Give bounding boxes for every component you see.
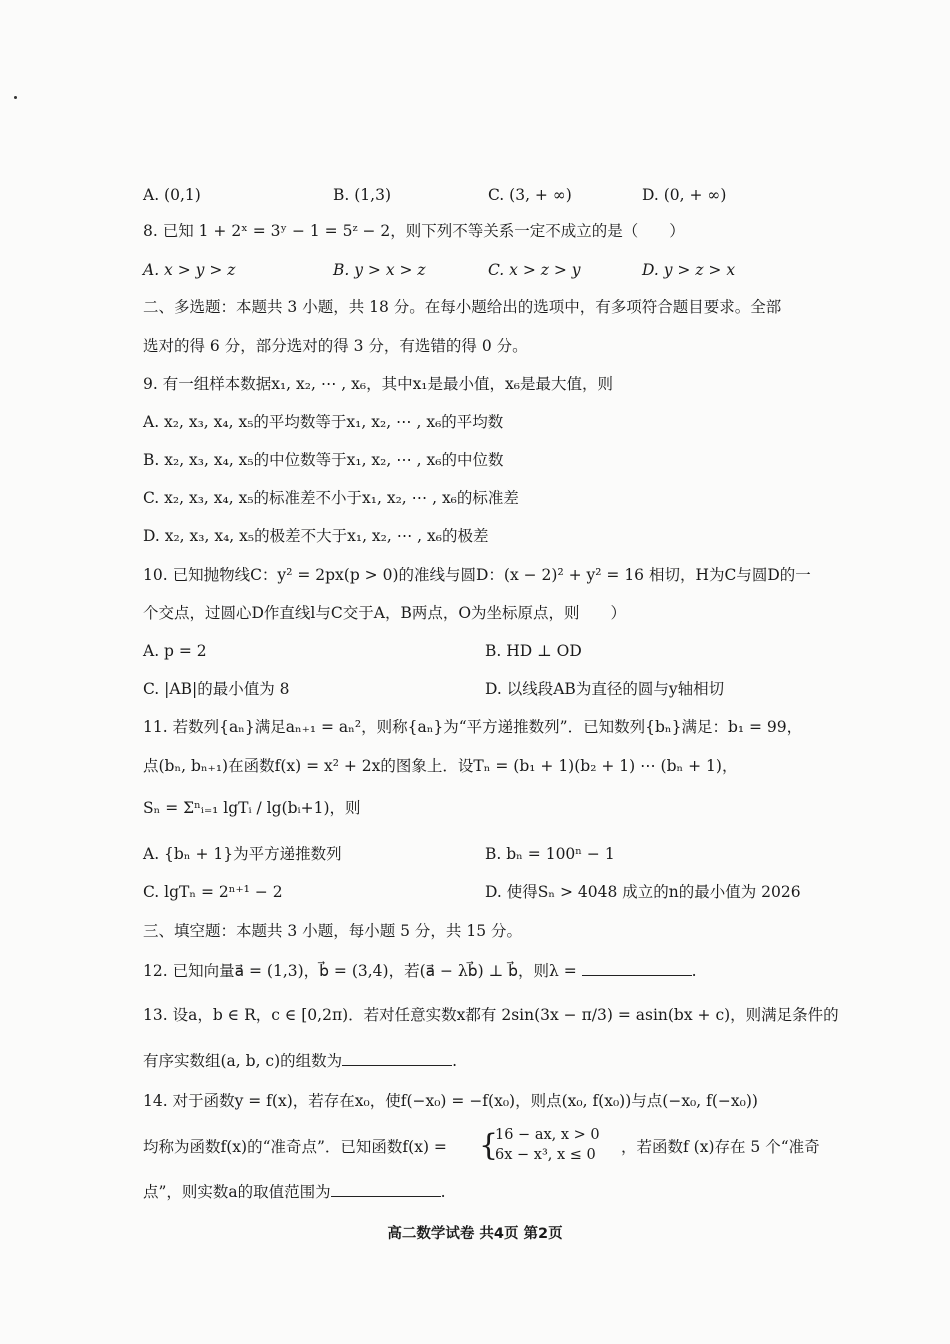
q7-option-d: D. (0, + ∞) bbox=[642, 186, 727, 204]
q8-option-b: B. y > x > z bbox=[333, 261, 426, 279]
q14-stem-line3: 点”，则实数a的取值范围为 . bbox=[143, 1183, 446, 1201]
q7-option-a: A. (0,1) bbox=[143, 186, 201, 204]
q14-text-b: ，若函数f (x)存在 5 个“准奇 bbox=[621, 1138, 820, 1156]
scan-speck bbox=[14, 96, 17, 99]
q11-stem-line2: 点(bₙ, bₙ₊₁)在函数f(x) = x² + 2x的图象上．设Tₙ = (b₁ + 1)(b₂ + 1) ⋯ (bₙ + 1)， bbox=[143, 757, 738, 775]
q12-text: 12. 已知向量a⃗ = (1,3)，b⃗ = (3,4)，若(a⃗ − λb⃗) ⊥ b⃗，则λ = bbox=[143, 962, 582, 980]
section3-heading: 三、填空题：本题共 3 小题，每小题 5 分，共 15 分。 bbox=[143, 922, 523, 940]
q10-option-d: D. 以线段AB为直径的圆与y轴相切 bbox=[485, 680, 725, 698]
q10-option-b: B. HD ⊥ OD bbox=[485, 642, 582, 660]
q14-text: 点”，则实数a的取值范围为 bbox=[143, 1183, 331, 1201]
q10-option-c: C. |AB|的最小值为 8 bbox=[143, 680, 290, 698]
q9-stem: 9. 有一组样本数据x₁, x₂, ⋯ , x₆，其中x₁是最小值，x₆是最大值，则 bbox=[143, 375, 613, 393]
q11-stem-line1: 11. 若数列{aₙ}满足aₙ₊₁ = aₙ²，则称{aₙ}为“平方递推数列”．已知数列{bₙ}满足：b₁ = 99， bbox=[143, 718, 803, 736]
q9-option-c: C. x₂, x₃, x₄, x₅的标准差不小于x₁, x₂, ⋯ , x₆的标准差 bbox=[143, 489, 519, 507]
q12-stem: 12. 已知向量a⃗ = (1,3)，b⃗ = (3,4)，若(a⃗ − λb⃗) ⊥ b⃗，则λ = . bbox=[143, 962, 697, 980]
q8-option-a: A. x > y > z bbox=[143, 261, 236, 279]
q7-option-c: C. (3, + ∞) bbox=[488, 186, 572, 204]
q11-stem-line3: Sₙ = Σⁿᵢ₌₁ lgTᵢ / lg(bᵢ+1)，则 bbox=[143, 799, 361, 817]
q11-option-c: C. lgTₙ = 2ⁿ⁺¹ − 2 bbox=[143, 883, 283, 901]
q9-option-b: B. x₂, x₃, x₄, x₅的中位数等于x₁, x₂, ⋯ , x₆的中位数 bbox=[143, 451, 504, 469]
q13-text: 有序实数组(a, b, c)的组数为 bbox=[143, 1052, 343, 1070]
q8-option-c: C. x > z > y bbox=[488, 261, 581, 279]
q7-option-b: B. (1,3) bbox=[333, 186, 391, 204]
q14-brace: { bbox=[479, 1128, 499, 1163]
q10-option-a: A. p = 2 bbox=[143, 642, 207, 660]
q11-option-d: D. 使得Sₙ > 4048 成立的n的最小值为 2026 bbox=[485, 883, 801, 901]
q14-stem-line1: 14. 对于函数y = f(x)，若存在x₀，使f(−x₀) = −f(x₀)，则点(x₀, f(x₀))与点(−x₀, f(−x₀)) bbox=[143, 1092, 758, 1110]
q11-option-a: A. {bₙ + 1}为平方递推数列 bbox=[143, 845, 342, 863]
q14-stem-line2 bbox=[143, 1126, 843, 1166]
q11-option-b: B. bₙ = 100ⁿ − 1 bbox=[485, 845, 615, 863]
q9-option-d: D. x₂, x₃, x₄, x₅的极差不大于x₁, x₂, ⋯ , x₆的极差 bbox=[143, 527, 489, 545]
section2-heading-line2: 选对的得 6 分，部分选对的得 3 分，有选错的得 0 分。 bbox=[143, 337, 528, 355]
q14-answer-blank[interactable] bbox=[331, 1182, 441, 1197]
q10-stem-line1: 10. 已知抛物线C：y² = 2px(p > 0)的准线与圆D：(x − 2)² + y² = 16 相切，H为C与圆D的一 bbox=[143, 566, 811, 584]
q14-piece-2: 6x − x³, x ≤ 0 bbox=[495, 1147, 596, 1163]
page-footer: 高二数学试卷 共4页 第2页 bbox=[387, 1226, 563, 1242]
q8-option-d: D. y > z > x bbox=[642, 261, 736, 279]
section2-heading-line1: 二、多选题：本题共 3 小题，共 18 分。在每小题给出的选项中，有多项符合题目要求。全部 bbox=[143, 298, 782, 316]
q8-stem: 8. 已知 1 + 2ˣ = 3ʸ − 1 = 5ᶻ − 2，则下列不等关系一定不成立的是（ ） bbox=[143, 222, 685, 240]
q13-stem-line2: 有序实数组(a, b, c)的组数为 . bbox=[143, 1052, 458, 1070]
q10-stem-line2: 个交点，过圆心D作直线l与C交于A，B两点，O为坐标原点，则 ） bbox=[143, 604, 627, 622]
q14-piece-1: 16 − ax, x > 0 bbox=[495, 1127, 600, 1143]
q13-answer-blank[interactable] bbox=[342, 1051, 452, 1066]
q13-stem-line1: 13. 设a，b ∈ R，c ∈ [0,2π)．若对任意实数x都有 2sin(3x − π/3) = asin(bx + c)，则满足条件的 bbox=[143, 1006, 839, 1024]
q14-text-a: 均称为函数f(x)的“准奇点”．已知函数f(x) = bbox=[143, 1138, 447, 1156]
q9-option-a: A. x₂, x₃, x₄, x₅的平均数等于x₁, x₂, ⋯ , x₆的平均数 bbox=[143, 413, 504, 431]
q12-answer-blank[interactable] bbox=[582, 961, 692, 976]
